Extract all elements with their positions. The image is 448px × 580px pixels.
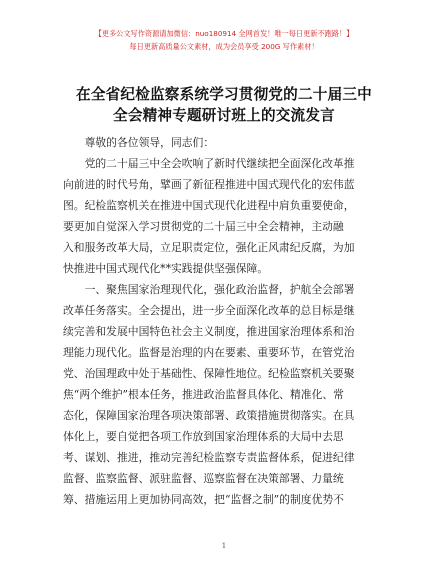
document-title-line-1: 在全省纪检监察系统学习贯彻党的二十届三中 (76, 86, 372, 103)
body-line: 考、谋划、推进，推动完善纪检监察专责监督体系，促进纪律 (63, 451, 355, 464)
body-line: 改革任务落实。全会提出，进一步全面深化改革的总目标是继 (63, 304, 355, 317)
document-body (63, 132, 384, 510)
document-title-line-2: 全会精神专题研讨班上的交流发言 (113, 107, 335, 124)
promo-banner-line-1: 【更多公文写作资源请加微信：nuo180914 全网首发！唯一每日更新不跑路！】 (94, 29, 354, 38)
body-line: 态化，保障国家治理各项决策部署、政策措施贯彻落实。在具 (63, 409, 355, 422)
body-line: 党的二十届三中全会吹响了新时代继续把全面深化改革推 (63, 157, 355, 170)
promo-banner-line-2: 每日更新高质量公文素材，成为会员享受 200G 写作素材！ (129, 42, 319, 51)
salutation: 尊敬的各位领导，同志们： (63, 136, 215, 149)
body-line: 筹、措施运用上更加协同高效，把“监督之制”的制度优势不 (63, 493, 344, 506)
body-line: 续完善和发展中国特色社会主义制度，推进国家治理体系和治 (63, 325, 355, 338)
body-line: 向前进的时代号角，擘画了新征程推进中国式现代化的宏伟蓝 (63, 178, 355, 191)
body-line: 图。纪检监察机关在推进中国式现代化进程中肩负重要使命， (63, 199, 355, 212)
body-line: 监督、监察监督、派驻监督、巡察监督在决策部署、力量统 (63, 472, 344, 485)
body-line: 党、治国理政中处于基础性、保障性地位。纪检监察机关要聚 (63, 367, 355, 380)
body-line: 焦“两个维护”根本任务，推进政治监督具体化、精准化、常 (63, 388, 344, 401)
section-heading-line: 一、聚焦国家治理现代化，强化政治监督，护航全会部署 (63, 283, 355, 296)
body-line: 快推进中国式现代化**实践提供坚强保障。 (63, 262, 269, 275)
body-line: 入和服务改革大局，立足职责定位，强化正风肃纪反腐，为加 (63, 241, 355, 254)
body-line: 体化上，要自觉把各项工作放到国家治理体系的大局中去思 (63, 430, 344, 443)
body-line: 理能力现代化。监督是治理的内在要素、重要环节，在管党治 (63, 346, 355, 359)
page-number: 1 (221, 542, 227, 550)
body-line: 要更加自觉深入学习贯彻党的二十届三中全会精神，主动融 (63, 220, 344, 233)
